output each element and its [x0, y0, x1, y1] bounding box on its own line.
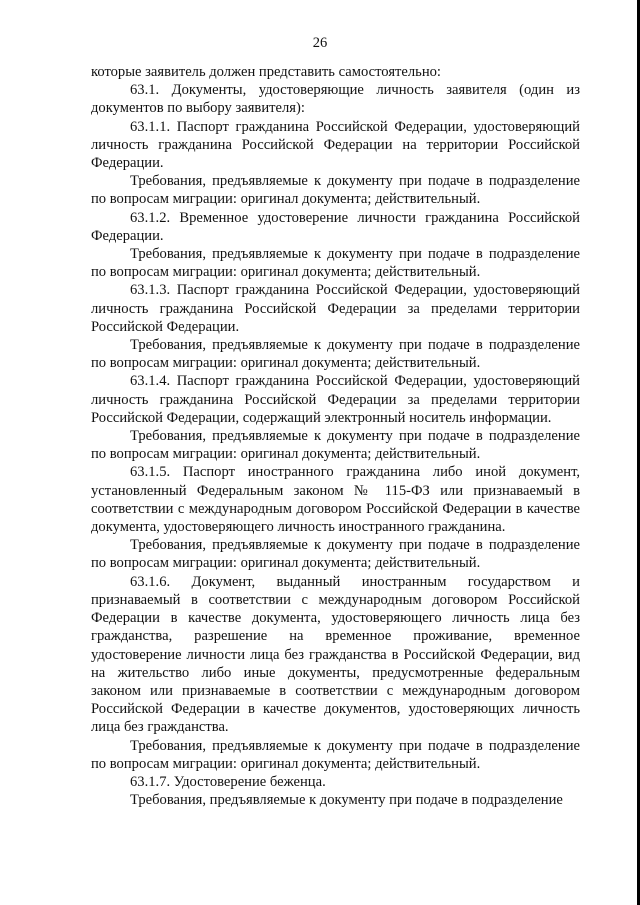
paragraph-63-1-5: 63.1.5. Паспорт иностранного гражданина либо иной документ, установленный Федеральным законом № 115-ФЗ или признаваемый в соответствии с международным договором Российской Федерации в качестве документа, удостоверяющего личность иностранного гражданина.	[91, 464, 580, 536]
paragraph-requirements: Требования, предъявляемые к документу при подаче в подразделение по вопросам миграции: оригинал документа; действительный.	[91, 537, 580, 572]
body-text	[91, 63, 580, 809]
paragraph-63-1-1: 63.1.1. Паспорт гражданина Российской Федерации, удостоверяющий личность гражданина Российской Федерации на территории Российской Федерации.	[91, 118, 580, 172]
paragraph-63-1-4: 63.1.4. Паспорт гражданина Российской Федерации, удостоверяющий личность гражданина Российской Федерации за пределами территории Российской Федерации, содержащий электронный носитель информации.	[91, 373, 580, 426]
paragraph-63-1-2: 63.1.2. Временное удостоверение личности гражданина Российской Федерации.	[91, 209, 580, 244]
paragraph-requirements-continued: Требования, предъявляемые к документу при подаче в подразделение	[130, 792, 563, 809]
paragraph-63-1-7: 63.1.7. Удостоверение беженца.	[130, 773, 326, 790]
paragraph-requirements: Требования, предъявляемые к документу при подаче в подразделение по вопросам миграции: оригинал документа; действительный.	[91, 173, 580, 208]
paragraph-63-1-3: 63.1.3. Паспорт гражданина Российской Федерации, удостоверяющий личность гражданина Российской Федерации за пределами территории Российской Федерации.	[91, 282, 580, 335]
paragraph-63-1: 63.1. Документы, удостоверяющие личность заявителя (один из документов по выбору заявителя):	[91, 82, 580, 117]
paragraph-requirements: Требования, предъявляемые к документу при подаче в подразделение по вопросам миграции: оригинал документа; действительный.	[91, 737, 580, 772]
paragraph-requirements: Требования, предъявляемые к документу при подаче в подразделение по вопросам миграции: оригинал документа; действительный.	[91, 246, 580, 281]
paragraph-intro: которые заявитель должен представить самостоятельно:	[91, 64, 441, 80]
paragraph-63-1-6: 63.1.6. Документ, выданный иностранным государством и признаваемый в соответствии с международным договором Российской Федерации в качестве документа, удостоверяющего личность лица без гражданства, разрешение на временное проживание, временное удостоверение личности лица без гражданства в Российской Федерации, вид на жительство либо иные документы, предусмотренные федеральным законом или признаваемые в соответствии с международным договором Российской Федерации в качестве документов, удостоверяющих личность лица без гражданства.	[91, 573, 580, 736]
paragraph-requirements: Требования, предъявляемые к документу при подаче в подразделение по вопросам миграции: оригинал документа; действительный.	[91, 337, 580, 372]
page-number: 26	[312, 35, 328, 51]
paragraph-requirements: Требования, предъявляемые к документу при подаче в подразделение по вопросам миграции: оригинал документа; действительный.	[91, 428, 580, 463]
